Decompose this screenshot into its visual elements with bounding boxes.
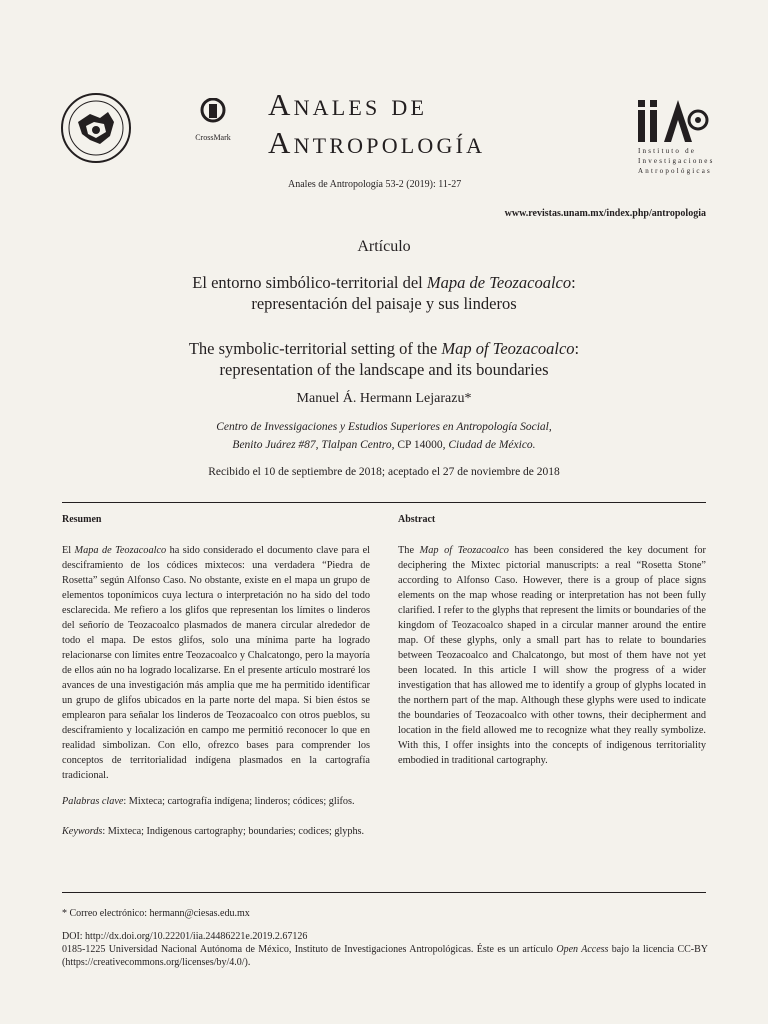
article-title-english bbox=[0, 338, 768, 380]
open-access-label: Open Access bbox=[556, 944, 609, 955]
institute-line-2: Investigaciones bbox=[638, 157, 715, 165]
title-es-text: El entorno simbólico-territorial del bbox=[192, 273, 427, 292]
title-en-line-2: representation of the landscape and its boundaries bbox=[219, 360, 549, 379]
journal-title bbox=[268, 86, 528, 162]
palabras-clave-label: Palabras clave bbox=[62, 796, 124, 807]
footnote-block bbox=[62, 907, 708, 969]
author-affiliation bbox=[0, 418, 768, 454]
abstract-map-name: Map of Teozacoalco bbox=[419, 545, 509, 556]
title-es-colon: : bbox=[571, 273, 576, 292]
title-es-italic: Mapa de Teozacoalco bbox=[426, 273, 572, 292]
iia-institute-logo bbox=[636, 96, 712, 144]
author-name: Manuel Á. Hermann Lejarazu* bbox=[296, 391, 472, 406]
crossmark-icon bbox=[200, 98, 226, 126]
title-en-text: The symbolic-territorial setting of the bbox=[188, 339, 442, 358]
affiliation-city: , Ciudad de México. bbox=[442, 439, 536, 451]
resumen-body: ha sido considerado el documento clave para el desciframiento de los códices mixtecos: una verdadera “Piedra de Rosetta” según Alfonso Caso. No obstante, existe en el mapa un grupo de elementos toponímicos cuya lectura o interpretación no ha sido del todo esclarecida. Me refiero a los glifos que representan los límites o linderos del señorío de Teozacoalco plasmados de manera circular alrededor de todo el mapa. De estos glifos, solo una mínima parte ha logrado relacionarse con límites entre Teozacoalco y Chalcatongo, pero la mayoría de ellos aún no ha logrado localizarse. En el presente artículo mostraré los avances de una investigación más amplia que me ha permitido identificar un grupo de glifos ubicados en la parte norte del mapa. Si bien éstos se emplearon para señalar los linderos de Teozacoalco con otros pueblos, su desciframiento y localización en campo me permitió reconocer lo que en realidad simbolizan. Con ello, ofrezco bases para comprender los conceptos de territorialidad indígena plasmados en la cartografía tradicional. bbox=[62, 545, 371, 781]
journal-url-link[interactable]: www.revistas.unam.mx/index.php/antropologia bbox=[504, 208, 706, 219]
doi-link[interactable]: DOI: http://dx.doi.org/10.22201/iia.24486221e.2019.2.67126 bbox=[62, 931, 308, 942]
divider-footer bbox=[62, 892, 706, 893]
license-cc-by: bajo la licencia CC-BY (https://creativecommons.org/licenses/by/4.0/). bbox=[62, 944, 708, 968]
author-email[interactable]: * Correo electrónico: hermann@ciesas.edu.mx bbox=[62, 908, 250, 919]
journal-citation: Anales de Antropología 53-2 (2019): 11-27 bbox=[288, 179, 462, 190]
received-accepted-dates: Recibido el 10 de septiembre de 2018; aceptado el 27 de noviembre de 2018 bbox=[208, 466, 560, 478]
resumen-heading: Resumen bbox=[62, 514, 102, 525]
resumen-map-name: Mapa de Teozacoalco bbox=[74, 545, 167, 556]
abstract-lead: The bbox=[398, 545, 420, 556]
affiliation-postal-code: CP 14000 bbox=[397, 439, 443, 451]
keywords-label: Keywords bbox=[62, 826, 103, 837]
resumen-lead: El bbox=[62, 545, 75, 556]
title-es-line-2: representación del paisaje y sus linderos bbox=[251, 294, 517, 313]
affiliation-line-1: Centro de Invessigaciones y Estudios Superiores en Antropología Social, bbox=[216, 421, 552, 433]
section-label: Artículo bbox=[357, 238, 411, 255]
journal-title-line-2: Antropología bbox=[268, 125, 486, 160]
palabras-clave-values: : Mixteca; cartografía indígena; linderos; códices; glifos. bbox=[123, 796, 355, 807]
palabras-clave bbox=[62, 796, 355, 807]
crossmark-label: CrossMark bbox=[195, 133, 231, 142]
title-en-italic: Map of Teozacoalco bbox=[441, 339, 575, 358]
keywords bbox=[62, 826, 364, 837]
license-text: 0185-1225 Universidad Nacional Autónoma de México, Instituto de Investigaciones Antropológicas. Éste es un artículo bbox=[62, 944, 557, 955]
institute-name bbox=[638, 146, 718, 176]
title-en-colon: : bbox=[574, 339, 580, 358]
article-title-spanish bbox=[0, 272, 768, 314]
resumen-text bbox=[62, 543, 370, 783]
abstract-body: has been considered the key document for deciphering the Mixtec pictorial manuscripts: a real “Rosetta Stone” according to Alfonso Caso. However, there is a group of place signs elements on the map whose reading or interpretation has not been fully clarified. I refer to the glyphs that represent the limits or boundaries of the kingdom of Teozacoalco shaped in a circular manner around the entire map. Of these glyphs, only a small part has to relate to boundaries between Teozacoalco and Chalcatongo, but most of them have not yet been located. In this article I will show the progress of a wider investigation that has allowed me to identify a group of glyphs located in the northern part of the map. Although these glyphs were used to indicate the boundaries of Teozacoalco with other towns, their decipherment and location in the field allowed me to recognize what they really symbolize. With this, I offer insights into the concepts of indigenous territoriality embodied in traditional cartography. bbox=[398, 545, 706, 766]
crossmark-badge[interactable] bbox=[188, 98, 238, 142]
institute-line-3: Antropológicas bbox=[638, 167, 712, 175]
affiliation-line-2: Benito Juárez #87, Tlalpan Centro, bbox=[232, 439, 398, 451]
abstract-heading: Abstract bbox=[398, 514, 436, 525]
license-notice bbox=[62, 943, 708, 969]
divider-top bbox=[62, 502, 706, 503]
journal-title-line-1: Anales de bbox=[268, 87, 428, 122]
unam-seal-logo bbox=[60, 92, 132, 164]
abstract-text bbox=[398, 543, 706, 768]
keywords-values: : Mixteca; Indigenous cartography; boundaries; codices; glyphs. bbox=[102, 826, 365, 837]
institute-line-1: Instituto de bbox=[638, 147, 697, 155]
